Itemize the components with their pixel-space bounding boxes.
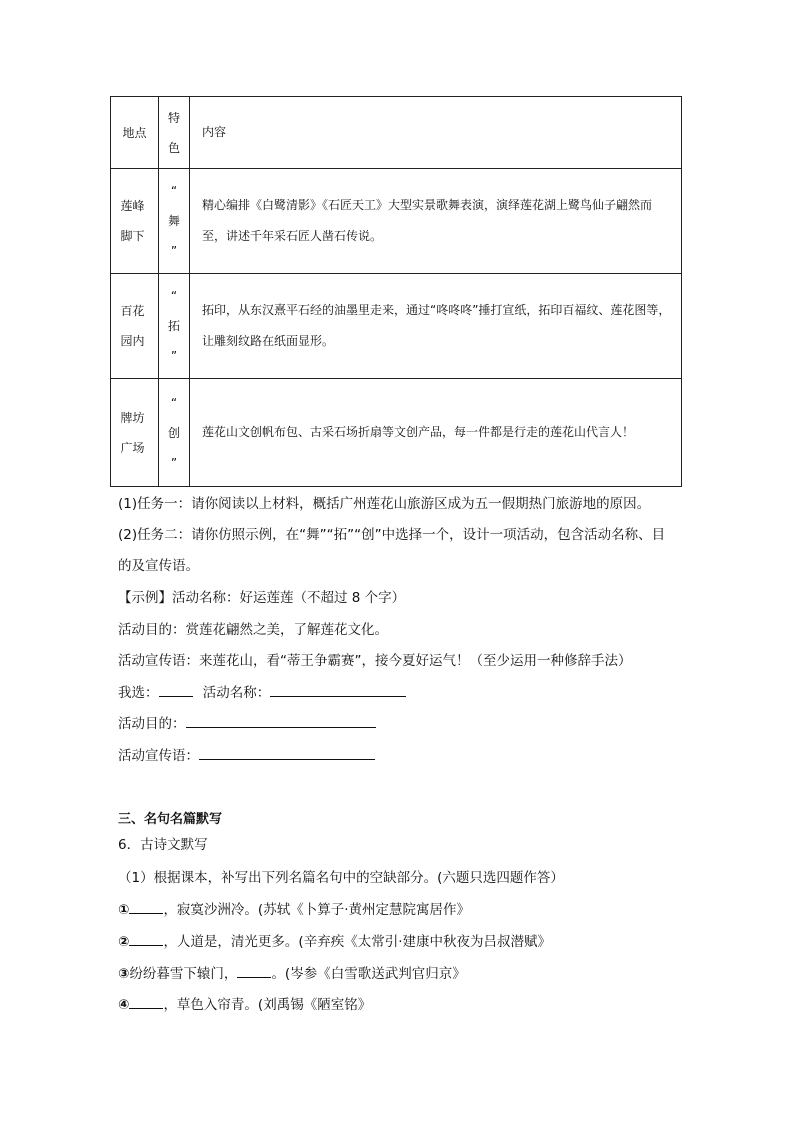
recite-blank-1[interactable] xyxy=(129,912,163,914)
recite-blank-2[interactable] xyxy=(129,944,163,946)
table-header-row xyxy=(111,97,682,169)
slogan-label: 活动宣传语： xyxy=(118,748,199,764)
choice-blank[interactable] xyxy=(159,695,193,697)
example-slogan: 活动宣传语：来莲花山，看“蒂王争霸赛”，接今夏好运气！（至少运用一种修辞手法） xyxy=(118,653,632,669)
recite-item-2: ② ，人道是，清光更多。(辛弃疾《太常引·建康中秋夜为吕叔潜赋》 xyxy=(118,934,551,950)
slogan-blank[interactable] xyxy=(199,758,375,760)
row-location: 牌坊广场 xyxy=(111,379,159,487)
row-location: 百花园内 xyxy=(111,274,159,379)
my-choice-label: 我选： xyxy=(118,685,159,701)
recite-item-3: ③纷纷暮雪下辕门， 。(岑参《白雪歌送武判官归京》 xyxy=(118,966,466,982)
header-content: 内容 xyxy=(190,97,682,169)
example-name: 【示例】活动名称：好运莲莲（不超过 8 个字） xyxy=(118,590,406,606)
task2-text: (2)任务二：请你仿照示例，在“舞”“拓”“创”中选择一个，设计一项活动，包含活动名称、目 xyxy=(118,527,666,543)
purpose-line xyxy=(118,712,376,732)
section3-title: 三、名句名篇默写 xyxy=(118,812,223,827)
table-row xyxy=(111,274,682,379)
purpose-label: 活动目的： xyxy=(118,716,186,732)
activity-table xyxy=(110,96,682,487)
row-content: 精心编排《白鹭清影》《石匠天工》大型实景歌舞表演，演绎莲花湖上鹭鸟仙子翩然而至，讲述千年采石匠人凿石传说。 xyxy=(190,169,682,274)
activity-name-label: 活动名称： xyxy=(202,685,271,701)
task1-text: (1)任务一：请你阅读以上材料，概括广州莲花山旅游区成为五一假期热门旅游地的原因。 xyxy=(118,496,651,512)
row-location: 莲峰脚下 xyxy=(111,169,159,274)
recite-blank-4[interactable] xyxy=(129,1007,163,1009)
row-feature: “ 拓 ” xyxy=(159,274,190,379)
row-feature: “ 舞 ” xyxy=(159,169,190,274)
purpose-blank[interactable] xyxy=(186,726,376,728)
header-feature-char: 特 xyxy=(167,110,180,125)
table-row xyxy=(111,379,682,487)
row-content: 莲花山文创帆布包、古采石场折扇等文创产品，每一件都是行走的莲花山代言人！ xyxy=(190,379,682,487)
recite-blank-3[interactable] xyxy=(237,976,271,978)
example-purpose: 活动目的：赏莲花翩然之美，了解莲花文化。 xyxy=(118,622,388,638)
choice-line xyxy=(118,681,406,701)
header-feature xyxy=(159,97,190,169)
header-feature-char: 色 xyxy=(167,140,180,155)
activity-name-blank[interactable] xyxy=(270,695,406,697)
row-content: 拓印，从东汉熹平石经的油墨里走来，通过“咚咚咚”捶打宣纸，拓印百福纹、莲花图等，让雕刻纹路在纸面显形。 xyxy=(190,274,682,379)
recite-item-4: ④ ，草色入帘青。(刘禹锡《陋室铭》 xyxy=(118,997,372,1013)
recite-item-1: ① ，寂寞沙洲冷。(苏轼《卜算子·黄州定慧院寓居作》 xyxy=(118,902,470,918)
task2-text-cont: 的及宣传语。 xyxy=(118,558,199,574)
q6-instruction: （1）根据课本，补写出下列名篇名句中的空缺部分。(六题只选四题作答） xyxy=(118,870,564,886)
slogan-line xyxy=(118,744,375,764)
table-row xyxy=(111,169,682,274)
q6-title: 6．古诗文默写 xyxy=(118,837,208,853)
header-location: 地点 xyxy=(111,97,159,169)
row-feature: “ 创 ” xyxy=(159,379,190,487)
